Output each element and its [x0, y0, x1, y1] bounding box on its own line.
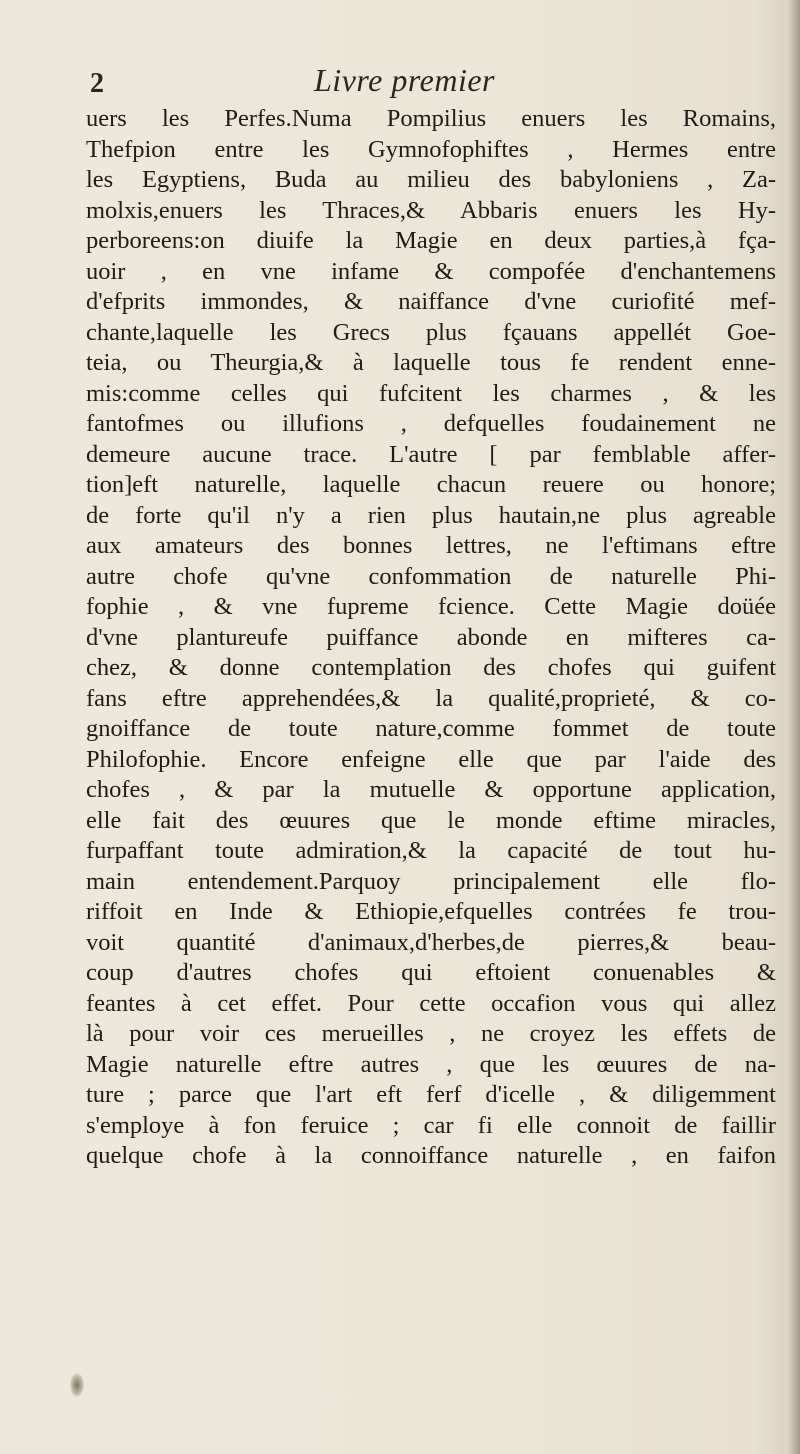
text-line: mis:comme celles qui fufcitent les charmes , & les	[86, 379, 776, 407]
text-line: s'employe à fon feruice ; car fi elle connoit de faillir	[86, 1111, 776, 1139]
text-line: chofes , & par la mutuelle & opportune application,	[86, 776, 776, 803]
text-line: demeure aucune trace. L'autre [ par femblable affer-	[86, 440, 776, 468]
text-line: chez, & donne contemplation des chofes qui guifent	[86, 654, 776, 681]
text-line: main entendement.Parquoy principalement elle flo-	[86, 867, 776, 895]
text-line: teia, ou Theurgia,& à laquelle tous fe rendent enne-	[86, 349, 776, 376]
text-line: elle fait des œuures que le monde eftime miracles,	[86, 806, 776, 834]
text-line: fantofmes ou illufions , defquelles foudainement ne	[86, 410, 776, 437]
body-text	[86, 104, 776, 1172]
text-line: riffoit en Inde & Ethiopie,efquelles contrées fe trou-	[86, 898, 776, 925]
text-line: Thefpion entre les Gymnofophiftes , Hermes entre	[86, 135, 776, 163]
text-line: fophie , & vne fupreme fcience. Cette Magie doüée	[86, 593, 776, 620]
text-line: fans eftre apprehendées,& la qualité,proprieté, & co-	[86, 684, 776, 712]
text-line: uoir , en vne infame & compofée d'enchantemens	[86, 257, 776, 285]
text-line: Magie naturelle eftre autres , que les œuures de na-	[86, 1050, 776, 1078]
running-title: Livre premier	[314, 62, 495, 98]
text-line: gnoiffance de toute nature,comme fommet de toute	[86, 715, 776, 742]
page-header	[86, 62, 766, 102]
text-line: tion]eft naturelle, laquelle chacun reuere ou honore;	[86, 471, 776, 498]
text-line: voit quantité d'animaux,d'herbes,de pierres,& beau-	[86, 928, 776, 956]
text-line: aux amateurs des bonnes lettres, ne l'eftimans eftre	[86, 532, 776, 559]
text-line: perboreens:on diuife la Magie en deux parties,à fça-	[86, 227, 776, 254]
page-edge-shadow	[788, 0, 800, 1454]
text-line: ture ; parce que l'art eft ferf d'icelle , & diligemment	[86, 1081, 776, 1108]
text-line: là pour voir ces merueilles , ne croyez les effets de	[86, 1020, 776, 1047]
page-number: 2	[90, 68, 104, 99]
text-line: d'efprits immondes, & naiffance d'vne curiofité mef-	[86, 288, 776, 315]
ink-stain	[70, 1373, 84, 1397]
text-line: coup d'autres chofes qui eftoient conuenables &	[86, 959, 776, 986]
text-line: molxis,enuers les Thraces,& Abbaris enuers les Hy-	[86, 196, 776, 224]
text-line: quelque chofe à la connoiffance naturelle , en faifon	[86, 1142, 776, 1169]
text-line: de forte qu'il n'y a rien plus hautain,ne plus agreable	[86, 501, 776, 529]
text-line: d'vne plantureufe puiffance abonde en mifteres ca-	[86, 623, 776, 651]
text-line: uers les Perfes.Numa Pompilius enuers les Romains,	[86, 105, 776, 132]
text-line: chante,laquelle les Grecs plus fçauans appellét Goe-	[86, 318, 776, 346]
text-line: autre chofe qu'vne confommation de naturelle Phi-	[86, 562, 776, 590]
text-line: les Egyptiens, Buda au milieu des babyloniens , Za-	[86, 166, 776, 193]
text-line: feantes à cet effet. Pour cette occafion vous qui allez	[86, 989, 776, 1017]
text-line: Philofophie. Encore enfeigne elle que par l'aide des	[86, 745, 776, 773]
text-line: furpaffant toute admiration,& la capacité de tout hu-	[86, 837, 776, 864]
